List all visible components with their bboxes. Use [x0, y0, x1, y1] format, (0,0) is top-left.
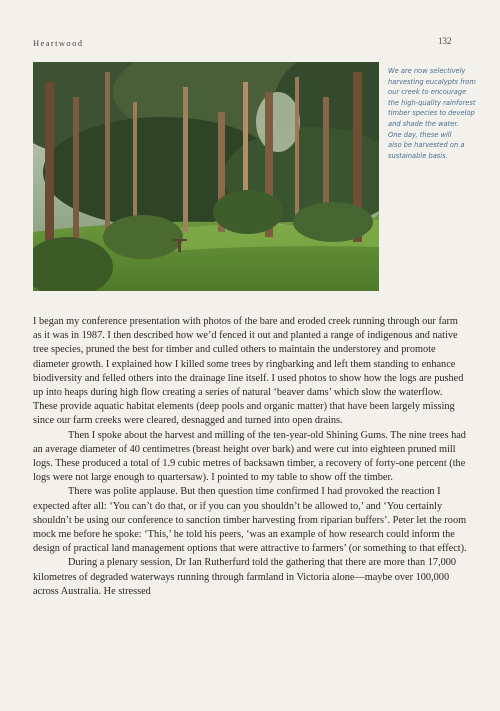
- running-head: Heartwood: [33, 38, 84, 48]
- paragraph: I began my conference presentation with photos of the bare and eroded creek running through our farm as it was in 1987. I then described how we’d fenced it out and planted a range of indigenous and native tree species, pruned the best for timber and culled others to maintain the understorey and promote diameter growth. I explained how I killed some trees by ringbarking and left them standing to enhance biodiversity and felled others into the drainage line itself. I used photos to show how the logs are pushed up into heaps during high flow creating a series of natural ‘beaver dams’ which slow the waterflow. These provide aquatic habitat elements (deep pools and organic matter) that have been largely missing since our farm creeks were cleared, desnagged and turned into open drains.: [33, 316, 464, 427]
- paragraph: There was polite applause. But then question time confirmed I had provoked the reaction I expected after all: ‘You can’t do that, or if you can you shouldn’t be allowed to,’ and ‘You certainly shouldn’t be using our conference to sanction timber harvesting from riparian buffers’. Peter let the room mock me before he spoke: ‘This,’ he told his peers, ‘was an example of how research could inform the design of practical land management options that were attractive to farmers’ (or something to that effect).: [33, 486, 467, 555]
- creek-forest-photo: [33, 62, 379, 291]
- body-text: [33, 315, 469, 599]
- page-number: 132: [438, 36, 452, 46]
- photo-caption: We are now selectively harvesting eucalypts from our creek to encourage the high-quality rainforest timber species to develop and shade the water. One day, these will also be harvested on a sustainable basis.: [388, 67, 476, 160]
- photo-illustration: [33, 62, 379, 291]
- paragraph: During a plenary session, Dr Ian Rutherfurd told the gathering that there are more than 17,000 kilometres of degraded waterways running through farmland in Victoria alone—maybe over 100,000 across Australia. He stressed: [33, 557, 457, 597]
- paragraph: Then I spoke about the harvest and milling of the ten-year-old Shining Gums. The nine trees had an average diameter of 40 centimetres (breast height over bark) and were cut into eighteen pruned mill logs. These produced a total of 1.9 cubic metres of backsawn timber, a recovery of forty-one percent (the logs were not large enough to quartersaw). I pointed to my table to show off the timber.: [33, 429, 466, 484]
